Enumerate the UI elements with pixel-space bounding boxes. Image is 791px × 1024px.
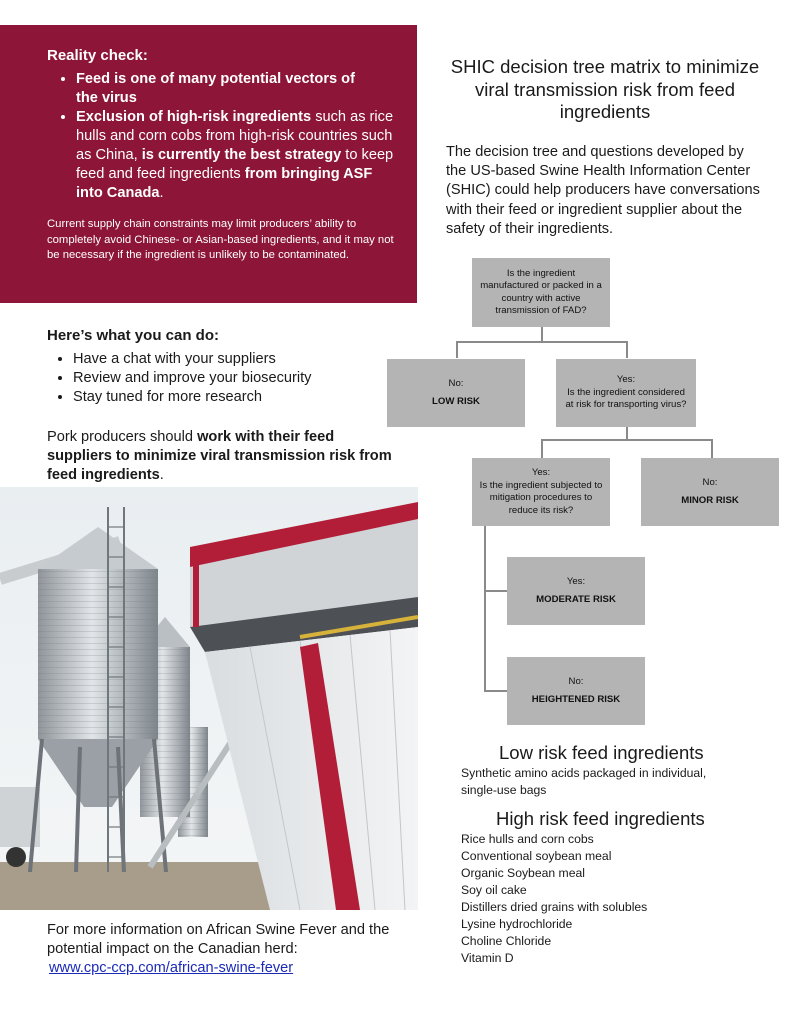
todo-title: Here’s what you can do: xyxy=(47,327,219,344)
tree-result: HEIGHTENED RISK xyxy=(531,694,621,705)
high-risk-item: Rice hulls and corn cobs xyxy=(461,832,594,846)
tree-connector xyxy=(541,327,543,342)
high-risk-item: Distillers dried grains with solubles xyxy=(461,900,648,914)
tree-result: LOW RISK xyxy=(432,396,480,407)
high-risk-item: Soy oil cake xyxy=(461,883,527,897)
tree-label: No: xyxy=(702,476,718,488)
tree-question-2 xyxy=(556,359,696,427)
tree-label: Yes: xyxy=(531,467,551,478)
reality-check-list xyxy=(47,70,399,203)
tree-question-1 xyxy=(472,258,610,327)
reality-bullet-2-part: to keep feed and feed ingredients xyxy=(76,147,394,182)
shic-title: SHIC decision tree matrix to minimize viral transmission risk from feed ingredients xyxy=(450,56,760,122)
pork-para-lead: Pork producers should xyxy=(47,429,198,445)
more-info-paragraph xyxy=(47,921,417,978)
pork-para-end: . xyxy=(159,467,164,483)
tree-connector xyxy=(484,526,486,692)
tree-connector xyxy=(456,341,628,343)
reality-bullet-1 xyxy=(76,70,399,108)
tree-connector xyxy=(541,439,543,458)
feed-silos-photo xyxy=(0,487,418,910)
tree-question-3-text: Is the ingredient subjected to mitigation procedures to reduce its risk? xyxy=(479,479,603,516)
reality-check-panel xyxy=(0,25,417,303)
todo-list xyxy=(47,350,311,407)
tree-label: No: xyxy=(448,377,464,389)
tree-no-heightened-risk xyxy=(507,657,645,725)
high-risk-title: High risk feed ingredients xyxy=(496,808,705,829)
pork-producers-paragraph xyxy=(47,428,392,485)
tree-question-3 xyxy=(472,458,610,526)
tree-connector xyxy=(456,341,458,358)
reality-bullet-1-text: Feed is one of many potential vectors of the virus xyxy=(76,71,355,106)
todo-item: • Review and improve your biosecurity xyxy=(73,369,311,388)
high-risk-item: Vitamin D xyxy=(461,951,514,965)
todo-item: • Stay tuned for more research xyxy=(73,388,311,407)
low-risk-list xyxy=(461,765,741,799)
reality-bullet-2-part: Exclusion of high-risk ingredients xyxy=(76,109,312,125)
tree-result: MODERATE RISK xyxy=(536,594,616,605)
tree-no-low-risk xyxy=(387,359,525,427)
tree-connector xyxy=(626,426,628,440)
tree-connector xyxy=(484,590,507,592)
reality-bullet-2-part: . xyxy=(159,185,164,201)
tree-result: MINOR RISK xyxy=(681,495,739,506)
reality-bullet-2-part: is currently the best strategy xyxy=(141,147,342,163)
high-risk-item: Lysine hydrochloride xyxy=(461,917,573,931)
tree-label: Yes: xyxy=(616,374,636,386)
tree-connector xyxy=(711,439,713,458)
high-risk-item: Organic Soybean meal xyxy=(461,866,585,880)
tree-question-2-text: Is the ingredient considered at risk for transporting virus? xyxy=(565,386,687,411)
tree-question-1-text: Is the ingredient manufactured or packed in a country with active transmission of FAD? xyxy=(480,267,602,316)
tree-yes-moderate-risk xyxy=(507,557,645,625)
todo-item: • Have a chat with your suppliers xyxy=(73,350,311,369)
high-risk-list xyxy=(461,831,761,967)
reality-bullet-2-part: such as rice hulls and corn cobs from high-risk countries such as China, xyxy=(76,109,394,163)
tree-connector xyxy=(626,341,628,358)
tree-label: Yes: xyxy=(566,575,586,587)
reality-check-title: Reality check: xyxy=(47,47,148,64)
tree-connector xyxy=(541,439,713,441)
shic-intro: The decision tree and questions developed by the US-based Swine Health Information Center (SHIC) could help producers have conversations with their feed or ingredient supplier about the safety of their ingredients. xyxy=(446,144,760,237)
more-info-text: For more information on African Swine Fever and the potential impact on the Canadian herd: xyxy=(47,922,390,957)
high-risk-item: Choline Chloride xyxy=(461,934,552,948)
reality-bullet-2 xyxy=(76,108,399,203)
tree-connector xyxy=(484,690,507,692)
low-risk-title: Low risk feed ingredients xyxy=(499,742,704,763)
tree-label: No: xyxy=(568,675,584,687)
high-risk-item: Conventional soybean meal xyxy=(461,849,612,863)
reality-check-note: Current supply chain constraints may limit producers’ ability to completely avoid Chinese- or Asian-based ingredients, and it may not be necessary if the ingredient is unlikely to be contaminated. xyxy=(47,218,394,261)
tree-no-minor-risk xyxy=(641,458,779,526)
pork-para-bold: work with their feed suppliers to minimize viral transmission risk from feed ingredients xyxy=(47,429,392,483)
asf-link[interactable]: www.cpc-ccp.com/african-swine-fever xyxy=(49,960,294,976)
reality-bullet-2-part: from bringing ASF into Canada xyxy=(76,166,373,201)
low-risk-item: Synthetic amino acids packaged in individual, single-use bags xyxy=(461,766,707,797)
